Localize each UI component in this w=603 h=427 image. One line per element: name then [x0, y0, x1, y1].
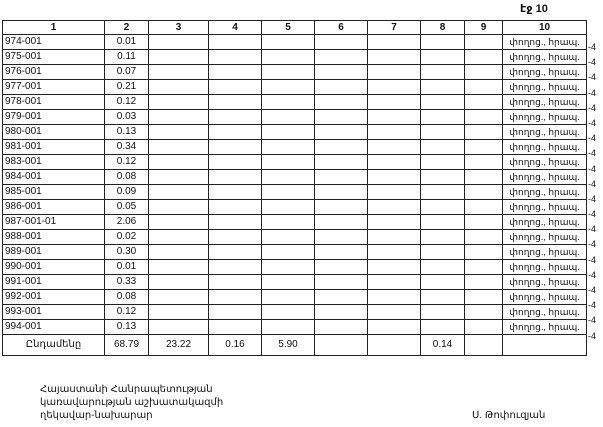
empty-cell [421, 215, 465, 230]
empty-cell [368, 65, 421, 80]
org-line: Հայաստանի Հանրապետության [40, 384, 213, 395]
area-value: 0.09 [105, 185, 149, 200]
total-cell [368, 335, 421, 356]
table-row [3, 65, 587, 80]
empty-cell [209, 230, 262, 245]
empty-cell [149, 80, 209, 95]
empty-cell [421, 140, 465, 155]
total-cell: 23.22 [149, 335, 209, 356]
total-cell: 0.16 [209, 335, 262, 356]
empty-cell [315, 125, 368, 140]
total-cell: 0.14 [421, 335, 465, 356]
purpose-note: փողոց., հրապ. [503, 155, 587, 170]
purpose-note: փողոց., հրապ. [503, 80, 587, 95]
empty-cell [315, 185, 368, 200]
empty-cell [421, 320, 465, 335]
column-header: 10 [503, 21, 587, 35]
empty-cell [315, 320, 368, 335]
empty-cell [209, 35, 262, 50]
empty-cell [315, 170, 368, 185]
empty-cell [315, 65, 368, 80]
total-cell: 5.90 [262, 335, 315, 356]
empty-cell [209, 170, 262, 185]
parcel-code: 974-001 [3, 35, 105, 50]
empty-cell [368, 125, 421, 140]
empty-cell [262, 305, 315, 320]
empty-cell [209, 140, 262, 155]
purpose-note: փողոց., հրապ. [503, 320, 587, 335]
org-line: կառավարության աշխատակազմի [40, 397, 224, 408]
empty-cell [149, 215, 209, 230]
parcel-code: 985-001 [3, 185, 105, 200]
table-row [3, 215, 587, 230]
purpose-note: փողոց., հրապ. [503, 230, 587, 245]
totals-label: Ընդամենը [3, 335, 105, 356]
empty-cell [368, 320, 421, 335]
empty-cell [368, 35, 421, 50]
land-table [2, 20, 587, 356]
parcel-code: 977-001 [3, 80, 105, 95]
empty-cell [262, 230, 315, 245]
empty-cell [315, 305, 368, 320]
empty-cell [262, 35, 315, 50]
parcel-code: 989-001 [3, 245, 105, 260]
empty-cell [315, 80, 368, 95]
empty-cell [262, 80, 315, 95]
table-row [3, 230, 587, 245]
margin-mark: -4 [588, 178, 597, 189]
empty-cell [315, 50, 368, 65]
margin-mark: -4 [588, 57, 597, 68]
empty-cell [209, 320, 262, 335]
empty-cell [149, 260, 209, 275]
column-header: 3 [149, 21, 209, 35]
empty-cell [368, 110, 421, 125]
empty-cell [421, 80, 465, 95]
empty-cell [262, 260, 315, 275]
parcel-code: 994-001 [3, 320, 105, 335]
parcel-code: 984-001 [3, 170, 105, 185]
empty-cell [368, 140, 421, 155]
area-value: 0.03 [105, 110, 149, 125]
area-value: 0.02 [105, 230, 149, 245]
empty-cell [368, 260, 421, 275]
empty-cell [465, 155, 503, 170]
empty-cell [149, 125, 209, 140]
empty-cell [262, 185, 315, 200]
table-row [3, 245, 587, 260]
empty-cell [315, 230, 368, 245]
empty-cell [209, 65, 262, 80]
empty-cell [421, 155, 465, 170]
empty-cell [209, 185, 262, 200]
empty-cell [465, 245, 503, 260]
margin-mark: -4 [588, 285, 597, 295]
total-cell: 68.79 [105, 335, 149, 356]
empty-cell [149, 110, 209, 125]
area-value: 0.11 [105, 50, 149, 65]
area-value: 0.13 [105, 125, 149, 140]
column-header: 8 [421, 21, 465, 35]
empty-cell [368, 155, 421, 170]
empty-cell [315, 290, 368, 305]
empty-cell [465, 215, 503, 230]
empty-cell [149, 320, 209, 335]
empty-cell [465, 290, 503, 305]
purpose-note: փողոց., հրապ. [503, 140, 587, 155]
empty-cell [315, 95, 368, 110]
empty-cell [149, 95, 209, 110]
area-value: 0.08 [105, 290, 149, 305]
empty-cell [262, 320, 315, 335]
purpose-note: փողոց., հրապ. [503, 50, 587, 65]
empty-cell [368, 290, 421, 305]
area-value: 0.33 [105, 275, 149, 290]
area-value: 0.12 [105, 305, 149, 320]
empty-cell [262, 215, 315, 230]
table-row [3, 35, 587, 50]
empty-cell [209, 80, 262, 95]
empty-cell [315, 215, 368, 230]
empty-cell [262, 50, 315, 65]
purpose-note: փողոց., հրապ. [503, 170, 587, 185]
empty-cell [421, 230, 465, 245]
table-row [3, 50, 587, 65]
table-row [3, 275, 587, 290]
table-row [3, 125, 587, 140]
empty-cell [209, 215, 262, 230]
empty-cell [315, 155, 368, 170]
empty-cell [465, 110, 503, 125]
parcel-code: 980-001 [3, 125, 105, 140]
table-body [3, 35, 587, 335]
empty-cell [465, 140, 503, 155]
table-row [3, 110, 587, 125]
empty-cell [368, 185, 421, 200]
area-value: 0.12 [105, 155, 149, 170]
empty-cell [421, 275, 465, 290]
purpose-note: փողոց., հրապ. [503, 95, 587, 110]
empty-cell [465, 50, 503, 65]
empty-cell [421, 305, 465, 320]
empty-cell [149, 290, 209, 305]
empty-cell [315, 140, 368, 155]
empty-cell [465, 275, 503, 290]
purpose-note: փողոց., հրապ. [503, 275, 587, 290]
area-value: 0.12 [105, 95, 149, 110]
margin-mark: -4 [588, 224, 597, 235]
column-header: 7 [368, 21, 421, 35]
margin-mark: -4 [588, 209, 597, 220]
purpose-note: փողոց., հրապ. [503, 245, 587, 260]
margin-mark: -4 [588, 87, 597, 98]
margin-mark: -4 [588, 163, 597, 174]
table-header [3, 21, 587, 35]
empty-cell [421, 185, 465, 200]
empty-cell [262, 245, 315, 260]
margin-mark: -4 [588, 42, 597, 52]
empty-cell [315, 275, 368, 290]
margin-mark: -4 [588, 330, 597, 341]
area-value: 0.07 [105, 65, 149, 80]
empty-cell [262, 110, 315, 125]
empty-cell [421, 65, 465, 80]
page-number: էջ 10 [520, 3, 548, 15]
empty-cell [465, 65, 503, 80]
signature-block [40, 383, 223, 422]
parcel-code: 979-001 [3, 110, 105, 125]
total-cell [465, 335, 503, 356]
column-header: 2 [105, 21, 149, 35]
margin-marks [588, 40, 602, 344]
parcel-code: 988-001 [3, 230, 105, 245]
table-row [3, 260, 587, 275]
empty-cell [209, 200, 262, 215]
empty-cell [149, 65, 209, 80]
area-value: 0.08 [105, 170, 149, 185]
column-header: 4 [209, 21, 262, 35]
empty-cell [209, 305, 262, 320]
column-header: 9 [465, 21, 503, 35]
margin-mark: -4 [588, 102, 597, 113]
parcel-code: 987-001-01 [3, 215, 105, 230]
column-header: 1 [3, 21, 105, 35]
empty-cell [421, 170, 465, 185]
purpose-note: փողոց., հրապ. [503, 215, 587, 230]
empty-cell [149, 170, 209, 185]
empty-cell [368, 170, 421, 185]
empty-cell [465, 170, 503, 185]
empty-cell [368, 50, 421, 65]
empty-cell [209, 290, 262, 305]
empty-cell [262, 275, 315, 290]
margin-mark: -4 [588, 300, 597, 311]
purpose-note: փողոց., հրապ. [503, 65, 587, 80]
empty-cell [368, 80, 421, 95]
empty-cell [368, 305, 421, 320]
empty-cell [368, 245, 421, 260]
empty-cell [465, 80, 503, 95]
purpose-note: փողոց., հրապ. [503, 185, 587, 200]
empty-cell [262, 65, 315, 80]
total-cell [315, 335, 368, 356]
column-header: 6 [315, 21, 368, 35]
empty-cell [262, 140, 315, 155]
purpose-note: փողոց., հրապ. [503, 35, 587, 50]
area-value: 0.05 [105, 200, 149, 215]
empty-cell [465, 95, 503, 110]
margin-mark: -4 [588, 193, 597, 204]
empty-cell [368, 95, 421, 110]
empty-cell [315, 260, 368, 275]
parcel-code: 990-001 [3, 260, 105, 275]
margin-mark: -4 [588, 148, 597, 159]
table-row [3, 320, 587, 335]
empty-cell [209, 95, 262, 110]
margin-mark: -4 [588, 315, 597, 326]
table-row [3, 155, 587, 170]
empty-cell [209, 125, 262, 140]
empty-cell [465, 230, 503, 245]
empty-cell [262, 155, 315, 170]
empty-cell [421, 50, 465, 65]
empty-cell [315, 110, 368, 125]
empty-cell [421, 125, 465, 140]
purpose-note: փողոց., հրապ. [503, 125, 587, 140]
empty-cell [209, 110, 262, 125]
empty-cell [149, 155, 209, 170]
empty-cell [465, 125, 503, 140]
margin-mark: -4 [588, 133, 597, 144]
empty-cell [149, 305, 209, 320]
empty-cell [149, 50, 209, 65]
parcel-code: 983-001 [3, 155, 105, 170]
empty-cell [368, 200, 421, 215]
empty-cell [209, 50, 262, 65]
purpose-note: փողոց., հրապ. [503, 260, 587, 275]
table-row [3, 80, 587, 95]
margin-mark: -4 [588, 239, 597, 250]
parcel-code: 978-001 [3, 95, 105, 110]
org-line: ղեկավար-նախարար [40, 410, 153, 421]
area-value: 0.21 [105, 80, 149, 95]
empty-cell [465, 320, 503, 335]
empty-cell [421, 110, 465, 125]
parcel-code: 981-001 [3, 140, 105, 155]
empty-cell [149, 35, 209, 50]
empty-cell [262, 125, 315, 140]
signatory-name: Ս. Թոփուզյան [472, 410, 546, 421]
table-row [3, 140, 587, 155]
totals-row [3, 335, 587, 356]
table-row [3, 95, 587, 110]
empty-cell [262, 95, 315, 110]
column-header: 5 [262, 21, 315, 35]
parcel-code: 976-001 [3, 65, 105, 80]
empty-cell [315, 35, 368, 50]
empty-cell [421, 35, 465, 50]
purpose-note: փողոց., հրապ. [503, 200, 587, 215]
empty-cell [465, 200, 503, 215]
table-row [3, 305, 587, 320]
empty-cell [149, 230, 209, 245]
empty-cell [465, 35, 503, 50]
empty-cell [149, 245, 209, 260]
empty-cell [421, 95, 465, 110]
area-value: 0.01 [105, 260, 149, 275]
table-row [3, 200, 587, 215]
area-value: 0.13 [105, 320, 149, 335]
total-cell [503, 335, 587, 356]
area-value: 2.06 [105, 215, 149, 230]
empty-cell [209, 260, 262, 275]
empty-cell [262, 200, 315, 215]
empty-cell [465, 260, 503, 275]
table-row [3, 185, 587, 200]
margin-mark: -4 [588, 117, 597, 128]
table-row [3, 290, 587, 305]
empty-cell [421, 290, 465, 305]
empty-cell [465, 185, 503, 200]
parcel-code: 991-001 [3, 275, 105, 290]
parcel-code: 992-001 [3, 290, 105, 305]
margin-mark: -4 [588, 254, 597, 265]
empty-cell [262, 170, 315, 185]
purpose-note: փողոց., հրապ. [503, 290, 587, 305]
empty-cell [149, 185, 209, 200]
parcel-code: 986-001 [3, 200, 105, 215]
parcel-code: 975-001 [3, 50, 105, 65]
empty-cell [421, 200, 465, 215]
purpose-note: փողոց., հրապ. [503, 305, 587, 320]
empty-cell [149, 200, 209, 215]
margin-mark: -4 [588, 269, 597, 280]
area-value: 0.01 [105, 35, 149, 50]
empty-cell [421, 245, 465, 260]
empty-cell [368, 215, 421, 230]
empty-cell [368, 230, 421, 245]
purpose-note: փողոց., հրապ. [503, 110, 587, 125]
area-value: 0.34 [105, 140, 149, 155]
empty-cell [262, 290, 315, 305]
empty-cell [421, 260, 465, 275]
empty-cell [209, 275, 262, 290]
empty-cell [209, 155, 262, 170]
empty-cell [149, 140, 209, 155]
empty-cell [465, 305, 503, 320]
empty-cell [368, 275, 421, 290]
empty-cell [315, 200, 368, 215]
margin-mark: -4 [588, 72, 597, 83]
empty-cell [209, 245, 262, 260]
area-value: 0.30 [105, 245, 149, 260]
empty-cell [149, 275, 209, 290]
parcel-code: 993-001 [3, 305, 105, 320]
empty-cell [315, 245, 368, 260]
table-row [3, 170, 587, 185]
